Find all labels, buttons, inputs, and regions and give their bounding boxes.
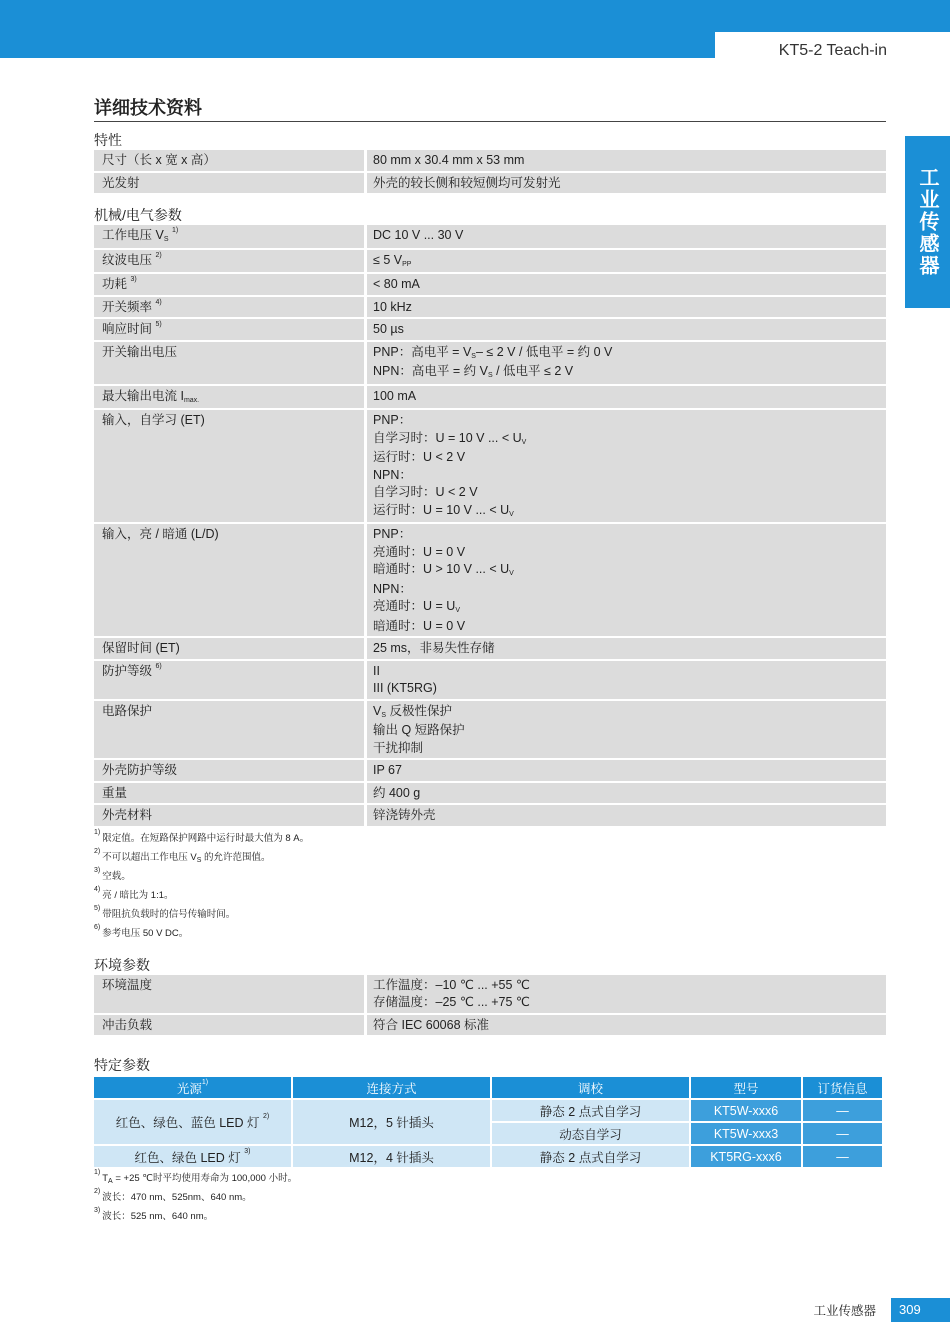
side-tab-label: 工业传感器 [916, 167, 938, 277]
spec-value-line [373, 299, 880, 317]
spec-value-sub: S [471, 352, 476, 360]
footnote-tail: 的允许范围值。 [201, 851, 271, 863]
spec-value-text: 自学习时：U = 10 V ... < U [373, 430, 522, 445]
spec-label-sup: 1) [171, 227, 179, 234]
spec-value-line [373, 484, 880, 502]
spec-value-text: 符合 IEC 60068 标准 [373, 1017, 490, 1032]
spec-label-sup: 2) [155, 251, 162, 259]
footnote-text [102, 848, 270, 867]
footnote-text [102, 924, 188, 943]
spec-value-text: II [373, 663, 380, 678]
spec-value-sub: V [509, 570, 514, 577]
spec-label [94, 250, 364, 273]
spec-table-env [94, 975, 886, 1036]
spec-value-text: 50 µs [373, 322, 404, 336]
spec-row [94, 760, 886, 781]
footnotes-specific [94, 1169, 886, 1226]
spec-value-text: 干扰抑制 [373, 740, 424, 755]
footnote [94, 1169, 886, 1188]
spec-label-sup: 4) [155, 298, 162, 306]
spec-label [94, 150, 364, 171]
spec-value-sub: V [521, 438, 527, 446]
spec-value-line [373, 344, 880, 364]
spec-value-sub: V [455, 607, 460, 614]
footnote-marker: 5) [94, 904, 101, 912]
spec-row [94, 150, 886, 171]
spec-label-text: 防护等级 [102, 663, 153, 678]
spec-value [367, 173, 886, 194]
footnote [94, 1188, 886, 1207]
col-header-model: 型号 [691, 1077, 801, 1098]
spec-value [367, 661, 886, 699]
footnote-marker: 3) [94, 1207, 101, 1214]
header-bar [0, 0, 715, 58]
spec-value [367, 342, 886, 384]
spec-value-text: 10 kHz [373, 299, 412, 314]
spec-row [94, 386, 886, 409]
spec-label-text: 功耗 [102, 277, 128, 291]
spec-value-text: 工作温度：–10 ℃ ... +55 ℃ [373, 977, 530, 992]
footnote-marker: 6) [94, 923, 101, 931]
spec-value-text: V [373, 703, 382, 718]
spec-label-sub: max. [183, 396, 200, 404]
footnote-text [102, 829, 309, 848]
spec-value-text: 自学习时：U < 2 V [373, 485, 478, 499]
spec-row [94, 342, 886, 384]
spec-label [94, 661, 364, 699]
footnote-main: 不可以超出工作电压 V [102, 851, 197, 863]
footnote [94, 848, 886, 867]
footnote-text [102, 905, 235, 924]
spec-value-line [373, 640, 880, 658]
footnote-marker: 2) [94, 847, 101, 855]
spec-value-text: 暗通时：U = 0 V [373, 618, 466, 633]
cell-order: — [803, 1123, 882, 1144]
footnote-marker: 1) [94, 1169, 101, 1176]
spec-value-line [373, 152, 880, 170]
spec-label-text: 输入，亮 / 暗通 (L/D) [102, 527, 219, 541]
spec-value-line [373, 618, 880, 636]
footnote-text [102, 867, 131, 886]
spec-row [94, 274, 886, 295]
spec-row [94, 1015, 886, 1036]
cell-order: — [803, 1146, 882, 1167]
spec-value-text: NPN： [373, 581, 412, 596]
spec-value-text: 运行时：U < 2 V [373, 450, 466, 464]
page-number: 309 [891, 1298, 950, 1322]
spec-label-sub: S [163, 236, 169, 243]
cell-model[interactable]: KT5W-xxx6 [691, 1100, 801, 1121]
footnote-marker: 4) [94, 885, 101, 893]
footnotes-mech [94, 829, 886, 943]
spec-value-text: 80 mm x 30.4 mm x 53 mm [373, 153, 525, 167]
spec-value-line [373, 785, 880, 803]
spec-value-text: 输出 Q 短路保护 [373, 723, 465, 737]
spec-value-line [373, 502, 880, 522]
spec-value-line [373, 430, 880, 450]
spec-value-line [373, 762, 880, 780]
spec-value [367, 805, 886, 826]
spec-value-text: IP 67 [373, 763, 402, 777]
spec-value-line [373, 227, 880, 245]
spec-row [94, 783, 886, 804]
spec-label [94, 805, 364, 826]
spec-value-line [373, 544, 880, 562]
spec-row [94, 319, 886, 340]
spec-value-tail: / 低电平 ≤ 2 V [492, 364, 574, 378]
spec-value [367, 760, 886, 781]
footnote-text [102, 886, 173, 905]
main-content [94, 94, 886, 1226]
spec-value-line [373, 703, 880, 723]
spec-label-sup: 5) [155, 321, 162, 328]
spec-label [94, 297, 364, 318]
spec-value-text: < 80 mA [373, 277, 420, 291]
spec-value-text: ≤ 5 V [373, 252, 403, 267]
spec-value [367, 386, 886, 409]
spec-label-text: 工作电压 V [102, 228, 164, 242]
spec-label-text: 保留时间 (ET) [102, 641, 180, 655]
spec-label-sup: 3) [130, 276, 137, 283]
spec-label-sup: 6) [155, 662, 162, 670]
spec-label-text: 纹波电压 [102, 252, 153, 267]
spec-label-text: 外壳材料 [102, 808, 153, 822]
spec-label [94, 386, 364, 409]
spec-row [94, 173, 886, 194]
spec-value-text: 100 mA [373, 388, 417, 403]
section-title-specific: 特定参数 [94, 1057, 150, 1073]
footnote [94, 905, 886, 924]
spec-label [94, 524, 364, 636]
spec-value [367, 1015, 886, 1036]
spec-value [367, 319, 886, 340]
spec-label-text: 尺寸（长 x 宽 x 高） [102, 153, 216, 167]
spec-value-line [373, 276, 880, 294]
spec-value [367, 701, 886, 759]
spec-value-text: 存储温度：–25 ℃ ... +75 ℃ [373, 995, 530, 1009]
footnote-text [102, 1169, 297, 1188]
col-header-order: 订货信息 [803, 1077, 882, 1098]
spec-value-line [373, 994, 880, 1012]
footnote-marker: 2) [94, 1188, 101, 1195]
spec-value-line [373, 977, 880, 995]
cell-teach: 动态自学习 [492, 1123, 689, 1144]
spec-label-text: 开关输出电压 [102, 344, 178, 359]
footnote [94, 829, 886, 848]
spec-label [94, 410, 364, 522]
spec-value-text: PNP：高电平 = V [373, 344, 472, 359]
cell-connection: M12，4 针插头 [293, 1146, 490, 1167]
page-title: 详细技术资料 [94, 94, 886, 122]
spec-row [94, 805, 886, 826]
footer-label: 工业传感器 [813, 1304, 876, 1318]
footnote-marker: 3) [94, 866, 101, 874]
footnote [94, 1207, 886, 1226]
spec-label-text: 输入，自学习 (ET) [102, 413, 205, 427]
spec-label [94, 342, 364, 384]
footnote-text [102, 1207, 213, 1226]
spec-value-line [373, 807, 880, 825]
spec-value-line [373, 526, 880, 544]
footnote-text [102, 1188, 251, 1207]
spec-row [94, 701, 886, 759]
footnote-main: 参考电压 50 V DC。 [102, 927, 189, 939]
spec-value-sub: S [487, 372, 493, 379]
footnote-marker: 1) [94, 828, 101, 836]
spec-value-line [373, 175, 880, 193]
spec-label-text: 环境温度 [102, 977, 153, 992]
spec-value-sub: V [509, 510, 514, 518]
table-row [94, 1146, 882, 1167]
side-tab [905, 136, 950, 308]
footnote-sub: A [108, 1178, 113, 1185]
spec-value-line [373, 467, 880, 485]
footnote-main: 波长：470 nm、525nm、640 nm。 [102, 1192, 252, 1203]
spec-value-text: 亮通时：U = U [373, 599, 456, 613]
order-table [92, 1075, 884, 1169]
cell-teach: 静态 2 点式自学习 [492, 1100, 689, 1121]
spec-label [94, 760, 364, 781]
spec-value [367, 297, 886, 318]
spec-label [94, 319, 364, 340]
spec-value-line [373, 598, 880, 618]
spec-value [367, 250, 886, 273]
spec-label-text: 响应时间 [102, 322, 153, 336]
spec-table-features [94, 150, 886, 193]
spec-value [367, 638, 886, 659]
spec-value-text: 运行时：U = 10 V ... < U [373, 502, 510, 517]
header-bar-right [715, 0, 950, 32]
spec-label [94, 783, 364, 804]
section-title-features: 特性 [94, 132, 122, 148]
col-header-light: 光源$^{1)}$ [94, 1077, 291, 1098]
footnote-main: 空载。 [102, 870, 131, 882]
spec-value-text: NPN： [373, 467, 412, 482]
footnote [94, 924, 886, 943]
spec-row [94, 410, 886, 522]
spec-label-text: 光发射 [102, 175, 140, 190]
spec-value [367, 225, 886, 248]
header-title: KT5-2 Teach-in [778, 42, 887, 59]
spec-table-mech [94, 225, 886, 826]
spec-value-line [373, 388, 880, 406]
spec-label-text: 开关频率 [102, 299, 153, 314]
spec-value-line [373, 412, 880, 430]
spec-value-text: III (KT5RG) [373, 681, 437, 695]
spec-value-text: 亮通时：U = 0 V [373, 544, 466, 559]
spec-label-text: 冲击负载 [102, 1017, 153, 1032]
spec-value [367, 274, 886, 295]
cell-model[interactable]: KT5W-xxx3 [691, 1123, 801, 1144]
spec-value [367, 975, 886, 1013]
spec-value-sub: S [381, 711, 387, 719]
spec-label [94, 638, 364, 659]
cell-connection: M12，5 针插头 [293, 1100, 490, 1144]
spec-row [94, 225, 886, 248]
footnote-main: 波长：525 nm、640 nm。 [102, 1211, 214, 1222]
spec-label-text: 电路保护 [102, 703, 153, 718]
spec-label [94, 975, 364, 1013]
spec-value-line [373, 663, 880, 681]
col-header-teach: 调校 [492, 1077, 689, 1098]
spec-value-sub: PP [402, 260, 412, 268]
footnote-main: 亮 / 暗比为 1:1。 [102, 889, 174, 901]
spec-value-text: 锌浇铸外壳 [373, 808, 436, 822]
spec-label [94, 173, 364, 194]
spec-value-line [373, 252, 880, 272]
spec-label-text: 重量 [102, 785, 128, 800]
spec-value-text: 约 400 g [373, 785, 421, 800]
spec-value-tail: 反极性保护 [386, 703, 452, 718]
spec-value-line [373, 449, 880, 467]
cell-light: 红色、绿色 LED 灯 $^{3)}$ [94, 1146, 291, 1167]
spec-label [94, 274, 364, 295]
spec-row [94, 661, 886, 699]
footnote-main: 带阻抗负载时的信号传输时间。 [102, 908, 236, 920]
spec-value [367, 150, 886, 171]
spec-value-text: PNP： [373, 413, 412, 427]
spec-row [94, 250, 886, 273]
spec-value-line [373, 1017, 880, 1035]
spec-value-line [373, 581, 880, 599]
section-title-mech: 机械/电气参数 [94, 207, 182, 223]
footnote-pre: T [102, 1173, 109, 1184]
spec-value-tail: – ≤ 2 V / 低电平 = 约 0 V [475, 344, 613, 359]
cell-teach: 静态 2 点式自学习 [492, 1146, 689, 1167]
spec-label-text: 最大输出电流 I [102, 388, 184, 403]
spec-row [94, 297, 886, 318]
spec-value-line [373, 680, 880, 698]
spec-value-text: PNP： [373, 527, 412, 541]
spec-label-text: 外壳防护等级 [102, 763, 178, 777]
spec-value [367, 524, 886, 636]
spec-value-line [373, 740, 880, 758]
spec-label [94, 701, 364, 759]
spec-row [94, 638, 886, 659]
spec-value-text: DC 10 V ... 30 V [373, 228, 464, 242]
spec-value-line [373, 561, 880, 581]
spec-row [94, 524, 886, 636]
spec-value-text: 25 ms，非易失性存储 [373, 641, 495, 655]
footnote-sub: S [196, 856, 202, 864]
cell-order: — [803, 1100, 882, 1121]
spec-value [367, 410, 886, 522]
col-header-connection: 连接方式 [293, 1077, 490, 1098]
spec-value [367, 783, 886, 804]
spec-value-line [373, 363, 880, 383]
spec-value-text: NPN：高电平 = 约 V [373, 364, 488, 378]
section-title-env: 环境参数 [94, 956, 150, 973]
spec-value-line [373, 722, 880, 740]
spec-value-text: 暗通时：U > 10 V ... < U [373, 562, 510, 576]
cell-model[interactable]: KT5RG-xxx6 [691, 1146, 801, 1167]
footnote [94, 867, 886, 886]
spec-value-text: 外壳的较长侧和较短侧均可发射光 [373, 175, 561, 190]
cell-light: 红色、绿色、蓝色 LED 灯 $^{2)}$ [94, 1100, 291, 1144]
table-row [94, 1100, 882, 1121]
spec-label [94, 225, 364, 248]
footnote-main: = +25 ℃时平均使用寿命为 100,000 小时。 [112, 1173, 298, 1184]
footnote [94, 886, 886, 905]
spec-row [94, 975, 886, 1013]
footnote-main: 限定值。在短路保护网路中运行时最大值为 8 A。 [102, 832, 310, 844]
spec-value-line [373, 321, 880, 339]
spec-label [94, 1015, 364, 1036]
